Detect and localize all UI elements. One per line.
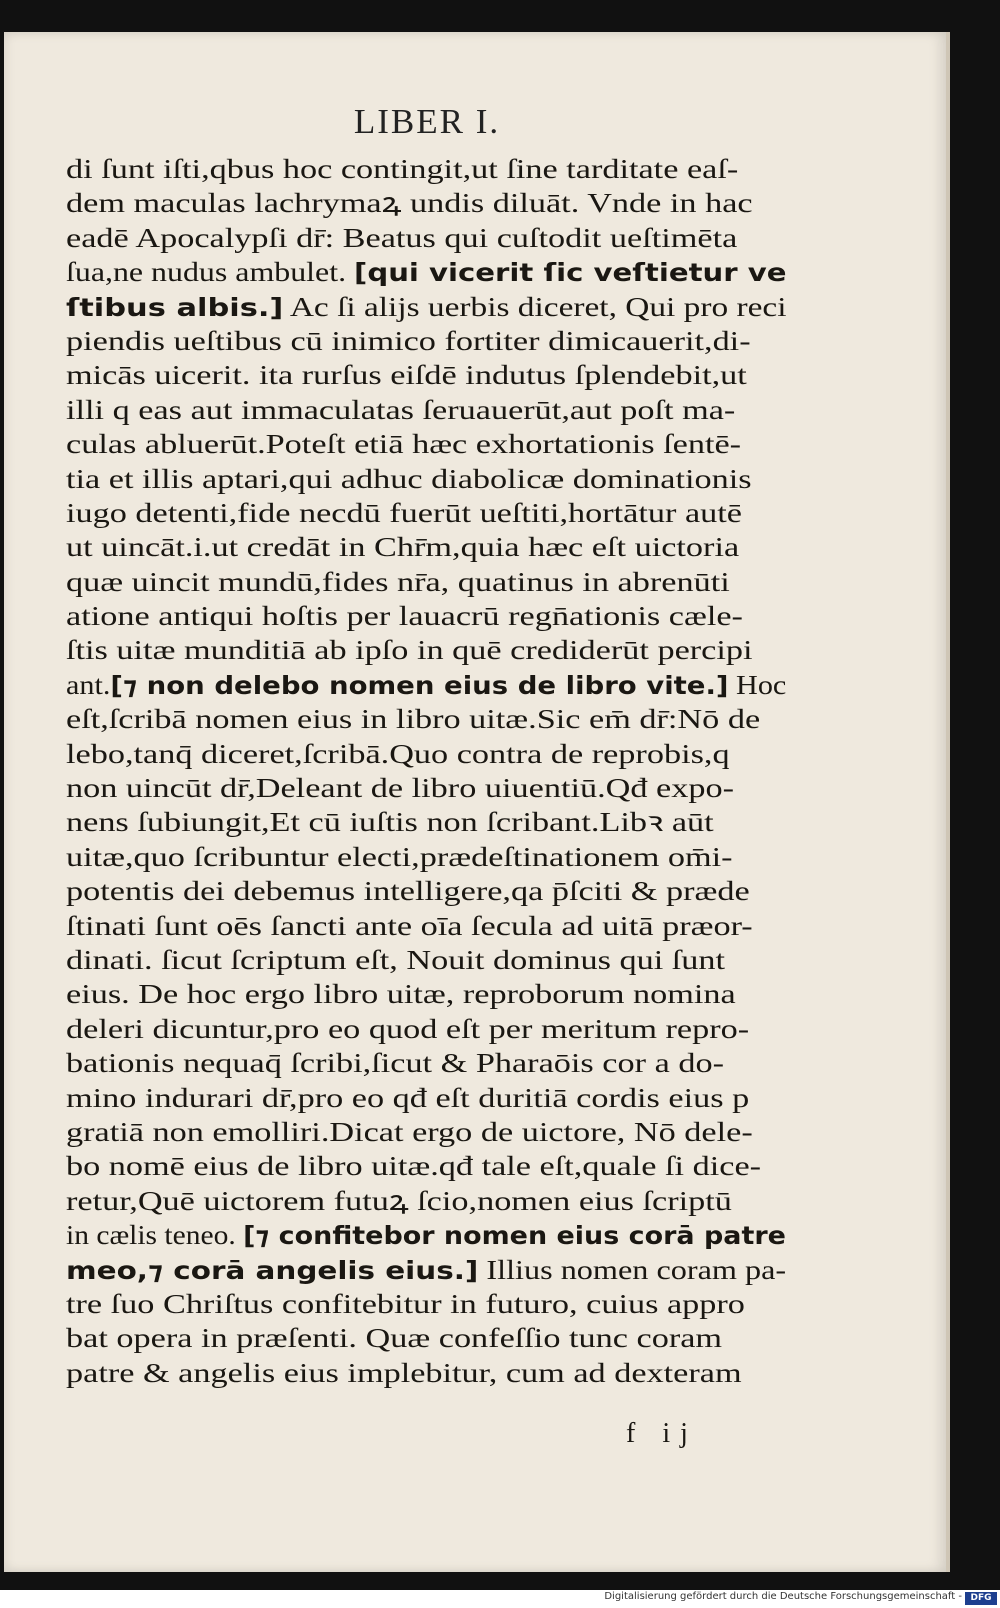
text-line — [66, 771, 790, 805]
text-line — [66, 1149, 790, 1183]
text-line — [66, 668, 790, 702]
line-text: illi q eas aut immaculatas ſeruauerūt,aut poſt ma- — [66, 394, 736, 425]
line-text: ut uincāt.i.ut credāt in Chr̄m,quia hæc eſt uictoria — [66, 532, 740, 563]
footer-bar — [0, 1590, 1000, 1608]
line-text: lebo,tanq̄ diceret,ſcribā.Quo contra de reprobis,q — [66, 738, 730, 769]
text-line — [66, 255, 790, 289]
text-line — [66, 496, 790, 530]
text-line — [66, 805, 790, 839]
text-line — [66, 840, 790, 874]
footer-credit: Digitalisierung gefördert durch die Deutsche Forschungsgemeinschaft - — [604, 1591, 962, 1602]
line-text: dem maculas lachrymaꝝ undis diluāt. Vnde in hac — [66, 188, 753, 219]
text-line — [66, 152, 790, 186]
text-line — [66, 702, 790, 736]
text-line — [66, 943, 790, 977]
dfg-logo: DFG — [965, 1592, 997, 1605]
line-text: Ac ſi alijs uerbis diceret, Qui pro reci — [283, 291, 787, 322]
line-text: non uincūt dr̄,Deleant de libro uiuentiū.Qđ expo- — [66, 773, 735, 804]
text-line — [66, 565, 790, 599]
line-text: piendis ueſtibus cū inimico fortiter dimicauerit,di- — [66, 325, 751, 356]
text-line — [66, 1218, 790, 1252]
lemma-text: [⁊ confitebor nomen eius corā patre — [243, 1221, 786, 1251]
text-line — [66, 1046, 790, 1080]
text-line — [66, 462, 790, 496]
line-text: culas abluerūt.Poteſt etiā hæc exhortationis ſentē- — [66, 429, 742, 460]
line-text: quæ uincit mundū,fides nr̄a, quatinus in abrenūti — [66, 566, 730, 597]
text-line — [66, 1115, 790, 1149]
line-text: eadē Apocalypſi dr̄: Beatus qui cuſtodit ueſtimēta — [66, 222, 738, 253]
text-line — [66, 1253, 790, 1287]
book-page — [4, 32, 946, 1572]
line-text: in cælis teneo. — [66, 1220, 244, 1251]
text-line — [66, 1321, 790, 1355]
line-text: ſua,ne nudus ambulet. — [66, 257, 355, 288]
text-line — [66, 221, 790, 255]
text-line — [66, 358, 790, 392]
signature-mark: f ij — [626, 1418, 698, 1449]
line-text: dinati. ſicut ſcriptum eſt, Nouit dominus qui ſunt — [66, 944, 726, 975]
line-text: uitæ,quo ſcribuntur electi,prædeſtinationem om̄i- — [66, 841, 733, 872]
text-line — [66, 530, 790, 564]
text-line — [66, 1012, 790, 1046]
line-text: ſtinati ſunt oēs ſancti ante oīa ſecula ad uitā præor- — [66, 910, 753, 941]
text-line — [66, 186, 790, 220]
line-text: bo nomē eius de libro uitæ.qđ tale eſt,quale ſi dice- — [66, 1151, 762, 1182]
line-text: bat opera in præſenti. Quæ confeſſio tunc coram — [66, 1323, 723, 1354]
text-line — [66, 1356, 790, 1390]
line-text: retur,Quē uictorem futuꝝ ſcio,nomen eius ſcriptū — [66, 1185, 732, 1216]
line-text: nens ſubiungit,Et cū iuſtis non ſcribant.Libꝛ aūt — [66, 807, 714, 838]
text-line — [66, 874, 790, 908]
line-text: iugo detenti,fide necdū fuerūt ueſtiti,hortātur autē — [66, 497, 742, 528]
text-line — [66, 909, 790, 943]
text-line — [66, 599, 790, 633]
line-text: ſtis uitæ munditiā ab ipſo in quē crediderūt percipi — [66, 635, 753, 666]
running-head: LIBER I. — [353, 102, 501, 141]
text-line — [66, 977, 790, 1011]
line-text: tre ſuo Chriſtus confitebitur in futuro, cuius appro — [66, 1288, 745, 1319]
text-line — [66, 1081, 790, 1115]
text-line — [66, 324, 790, 358]
line-text: Hoc — [728, 669, 787, 700]
text-line — [66, 737, 790, 771]
line-text: di ſunt iſti,qbus hoc contingit,ut ſine tarditate eaſ- — [66, 154, 739, 184]
text-line — [66, 1287, 790, 1321]
line-text: micās uicerit. ita rurſus eiſdē indutus ſplendebit,ut — [66, 360, 747, 391]
line-text: bationis nequaq̄ ſcribi,ſicut & Pharaōis cor a do- — [66, 1048, 724, 1079]
line-text: Illius nomen coram pa- — [478, 1254, 787, 1285]
line-text: eſt,ſcribā nomen eius in libro uitæ.Sic em̄ dr̄:Nō de — [66, 704, 761, 735]
body-text — [66, 152, 790, 1390]
text-line — [66, 1184, 790, 1218]
line-text: atione antiqui hoſtis per lauacrū regn̄ationis cæle- — [66, 601, 743, 632]
page-edge — [946, 32, 950, 1572]
text-line — [66, 290, 790, 324]
lemma-text: [qui vicerit ſic veſtietur ve — [354, 258, 787, 288]
line-text: tia et illis aptari,qui adhuc diabolicæ dominationis — [66, 463, 752, 494]
text-line — [66, 427, 790, 461]
text-line — [66, 633, 790, 667]
line-text: patre & angelis eius implebitur, cum ad dexteram — [66, 1357, 742, 1388]
line-text: deleri dicuntur,pro eo quod eſt per meritum repro- — [66, 1013, 750, 1044]
line-text: potentis dei debemus intelligere,qa p̄ſciti & præde — [66, 876, 750, 907]
lemma-text: ſtibus albis.] — [66, 292, 284, 322]
line-text: ant. — [66, 669, 111, 700]
line-text: eius. De hoc ergo libro uitæ, reproborum nomina — [66, 979, 736, 1010]
lemma-text: meo,⁊ corā angelis eius.] — [66, 1255, 479, 1285]
lemma-text: [⁊ non delebo nomen eius de libro vite.] — [110, 670, 729, 700]
line-text: mino indurari dr̄,pro eo qđ eſt duritiā cordis eius p — [66, 1082, 750, 1113]
line-text: gratiā non emolliri.Dicat ergo de uictore, Nō dele- — [66, 1116, 753, 1147]
text-line — [66, 393, 790, 427]
